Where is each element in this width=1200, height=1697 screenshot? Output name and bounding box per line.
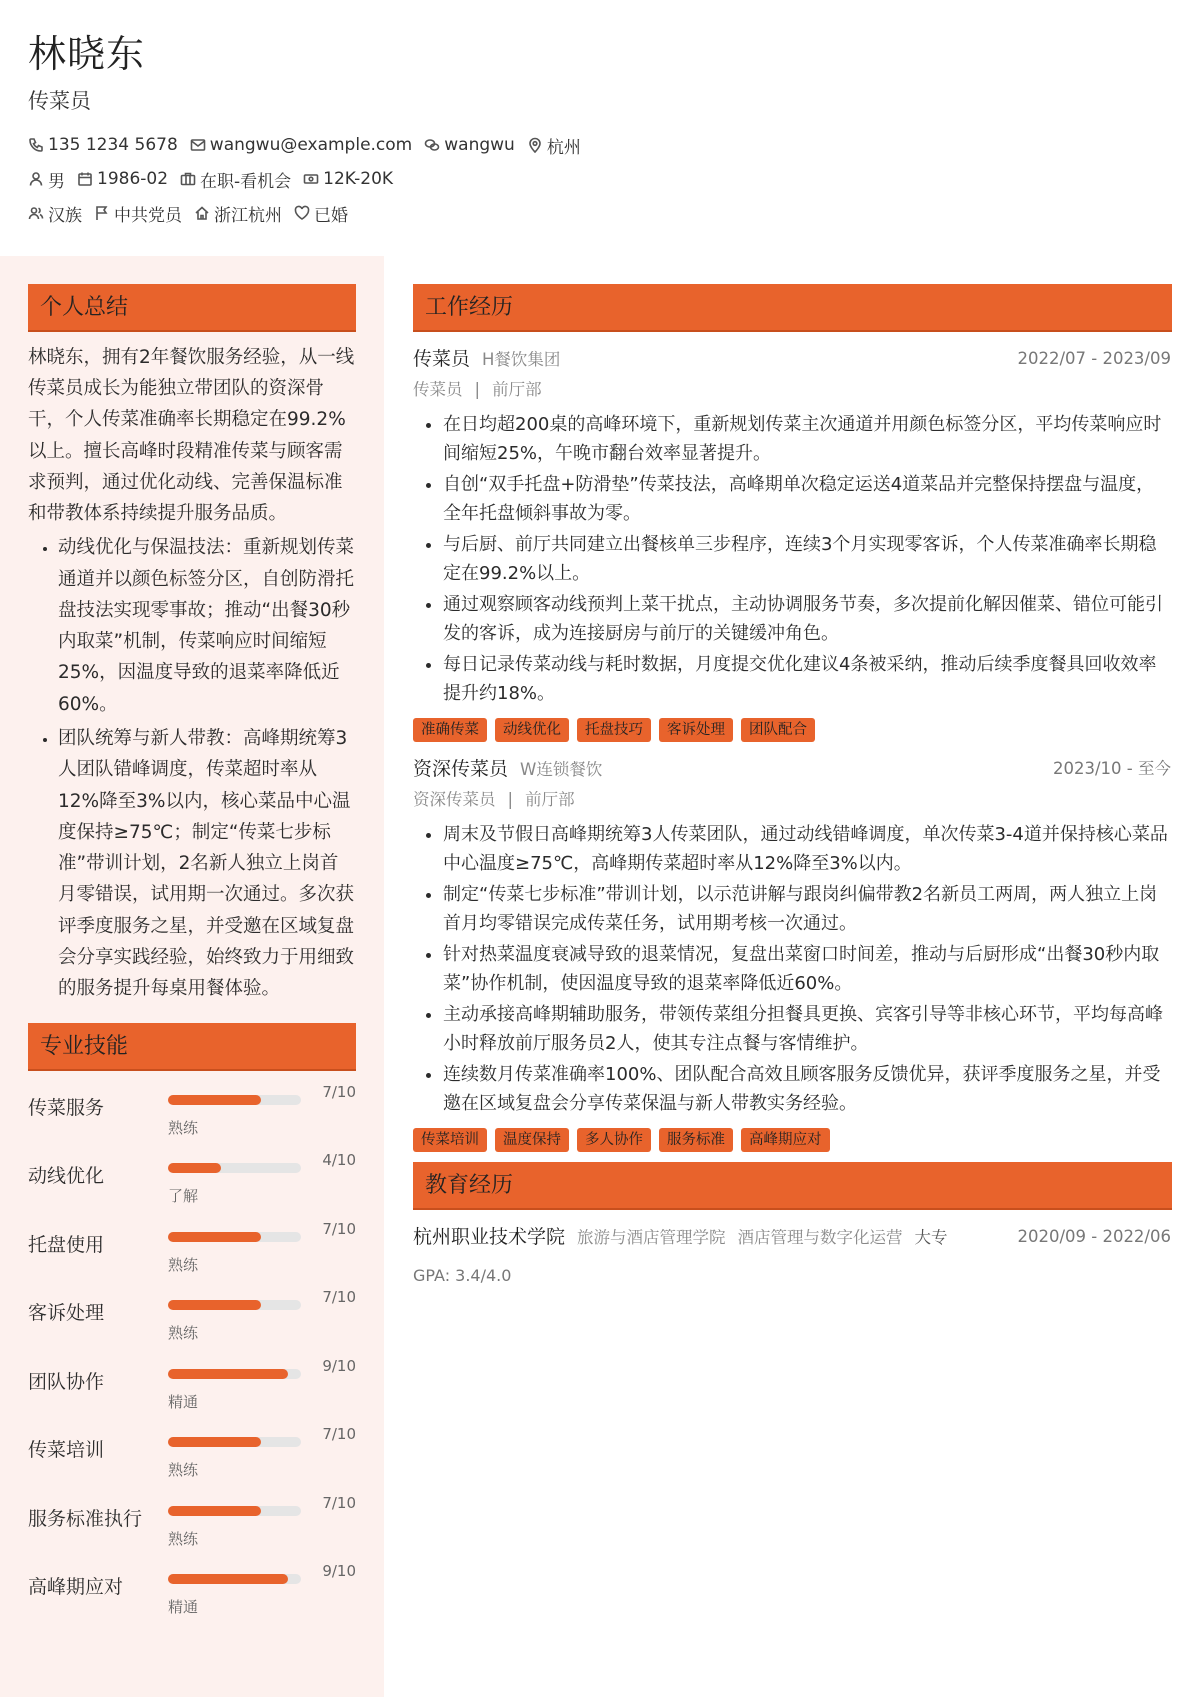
education-entry <box>413 1222 1172 1285</box>
job-separator: | <box>507 790 514 809</box>
skill-item <box>28 1220 356 1289</box>
job-bullet: • 与后厨、前厅共同建立出餐核单三步程序，连续3个月实现零客诉，个人传菜准确率长期稳定在99.2%以上。 <box>443 530 1172 588</box>
job-date: 2023/10 - 至今 <box>1053 759 1171 778</box>
user-icon <box>28 171 44 187</box>
job-subline <box>413 374 1172 406</box>
skill-bar <box>168 1163 301 1173</box>
degree: 大专 <box>914 1228 948 1247</box>
candidate-name: 林晓东 <box>28 32 146 76</box>
marital-text: 已婚 <box>314 205 348 226</box>
personal-row <box>28 162 1172 196</box>
status-item <box>180 167 291 192</box>
job-bullet: • 每日记录传菜动线与耗时数据，月度提交优化建议4条被采纳，推动后续季度餐具回收效率提升约18%。 <box>443 650 1172 708</box>
job-entry <box>413 344 1172 742</box>
skill-name: 服务标准执行 <box>28 1507 143 1530</box>
skill-bar-fill <box>168 1437 261 1447</box>
users-icon <box>28 205 44 221</box>
skill-bar <box>168 1437 301 1447</box>
skill-score: 9/10 <box>322 1356 356 1375</box>
summary-points <box>28 532 356 1004</box>
phone-text: 135 1234 5678 <box>48 135 178 155</box>
ethnicity-text: 汉族 <box>48 205 82 226</box>
skill-level: 精通 <box>168 1392 199 1411</box>
mail-icon <box>190 137 206 153</box>
marital-item <box>294 201 348 226</box>
skill-name: 传菜培训 <box>28 1439 105 1462</box>
job-bullet: • 连续数月传菜准确率100%、团队配合高效且顾客服务反馈优异，获评季度服务之星，并受邀在区域复盘会分享传菜保温与新人带教实务经验。 <box>443 1060 1172 1118</box>
phone-icon <box>28 137 44 153</box>
job-bullet: • 自创“双手托盘+防滑垫”传菜技法，高峰期单次稳定运送4道菜品并完整保持摆盘与温度，全年托盘倾斜事故为零。 <box>443 470 1172 528</box>
job-bullet: • 制定“传菜七步标准”带训计划，以示范讲解与跟岗纠偏带教2名新员工两周，两人独立上岗首月均零错误完成传菜任务，试用期考核一次通过。 <box>443 880 1172 938</box>
status-text: 在职-看机会 <box>200 171 292 192</box>
phone-item <box>28 135 178 155</box>
education-heading: 教育经历 <box>413 1162 1172 1210</box>
skill-item <box>28 1425 356 1494</box>
skill-tag: 传菜培训 <box>413 1128 487 1152</box>
calendar-icon <box>77 171 93 187</box>
flag-icon <box>94 205 110 221</box>
city-text: 杭州 <box>546 137 581 158</box>
summary-section <box>28 342 356 1005</box>
major-name: 酒店管理与数字化运营 <box>737 1228 903 1247</box>
contact-row <box>28 128 1172 162</box>
skill-name: 高峰期应对 <box>28 1576 124 1599</box>
home-icon <box>194 205 210 221</box>
job-bullet: • 针对热菜温度衰减导致的退菜情况，复盘出菜窗口时间差，推动与后厨形成“出餐30秒内取菜”协作机制，使因温度导致的退菜率降低近60%。 <box>443 940 1172 998</box>
skill-tag: 高峰期应对 <box>741 1128 830 1152</box>
skills-list <box>28 1083 356 1631</box>
job-department: 前厅部 <box>525 790 575 809</box>
main-content <box>384 256 1200 1697</box>
skill-tag: 准确传菜 <box>413 718 487 742</box>
job-title: 传菜员 <box>413 348 471 370</box>
summary-point: • 动线优化与保温技法：重新规划传菜通道并以颜色标签分区，自创防滑托盘技法实现零事故；推动“出餐30秒内取菜”机制，传菜响应时间缩短25%，因温度导致的退菜率降低近60%。 <box>58 532 356 720</box>
skill-name: 传菜服务 <box>28 1096 105 1119</box>
skill-name: 托盘使用 <box>28 1233 105 1256</box>
wechat-item <box>424 135 515 155</box>
job-department: 前厅部 <box>492 380 542 399</box>
email-item <box>190 135 412 155</box>
job-title: 资深传菜员 <box>413 758 509 780</box>
work-heading: 工作经历 <box>413 284 1172 332</box>
city-item <box>527 133 581 158</box>
skill-level: 了解 <box>168 1187 199 1206</box>
skill-score: 4/10 <box>322 1151 356 1170</box>
skill-score: 9/10 <box>322 1562 356 1581</box>
skill-score: 7/10 <box>322 1288 356 1307</box>
skill-level: 熟练 <box>168 1118 199 1137</box>
skill-tag: 温度保持 <box>495 1128 569 1152</box>
skill-bar-fill <box>168 1574 288 1584</box>
resume-header <box>0 0 1200 256</box>
salary-item <box>303 169 393 189</box>
skill-score: 7/10 <box>322 1425 356 1444</box>
wechat-text: wangwu <box>444 135 515 155</box>
skill-bar-fill <box>168 1300 261 1310</box>
summary-intro: 林晓东，拥有2年餐饮服务经验，从一线传菜员成长为能独立带团队的资深骨干，个人传菜准确率长期稳定在99.2%以上。擅长高峰时段精准传菜与顾客需求预判，通过优化动线、完善保温标准和带教体系持续提升服务品质。 <box>28 347 355 525</box>
gpa: GPA: 3.4/4.0 <box>413 1266 512 1285</box>
job-header <box>413 344 1172 374</box>
candidate-title: 传菜员 <box>28 89 91 113</box>
heart-icon <box>294 205 310 221</box>
salary-text: 12K-20K <box>323 169 394 189</box>
skill-bar <box>168 1574 301 1584</box>
politics-text: 中共党员 <box>114 205 182 226</box>
summary-point: • 团队统筹与新人带教：高峰期统筹3人团队错峰调度，传菜超时率从12%降至3%以内，核心菜品中心温度保持≥75℃；制定“传菜七步标准”带训计划，2名新人独立上岗首月零错误，试用期一次通过。多次获评季度服务之星，并受邀在区域复盘会分享实践经验，始终致力于用细致的服务提升每桌用餐体验。 <box>58 723 356 1005</box>
skill-tag: 托盘技巧 <box>577 718 651 742</box>
skill-tag: 服务标准 <box>659 1128 733 1152</box>
job-tags <box>413 1128 1172 1152</box>
job-bullets <box>413 410 1172 708</box>
job-date: 2022/07 - 2023/09 <box>1017 349 1171 368</box>
politics-item <box>94 201 182 226</box>
skill-bar-fill <box>168 1506 261 1516</box>
skill-tag: 客诉处理 <box>659 718 733 742</box>
hometown-text: 浙江杭州 <box>214 205 282 226</box>
skill-level: 熟练 <box>168 1324 199 1343</box>
skill-bar <box>168 1095 301 1105</box>
job-bullet: • 在日均超200桌的高峰环境下，重新规划传菜主次通道并用颜色标签分区，平均传菜响应时间缩短25%，午晚市翻台效率显著提升。 <box>443 410 1172 468</box>
skill-level: 熟练 <box>168 1461 199 1480</box>
skill-bar-fill <box>168 1095 261 1105</box>
skill-bar <box>168 1232 301 1242</box>
skill-level: 熟练 <box>168 1529 199 1548</box>
skill-name: 客诉处理 <box>28 1302 105 1325</box>
money-icon <box>303 171 319 187</box>
hometown-item <box>194 201 282 226</box>
job-position: 传菜员 <box>413 380 463 399</box>
skill-item <box>28 1357 356 1426</box>
summary-heading: 个人总结 <box>28 284 356 332</box>
skill-item <box>28 1494 356 1563</box>
skill-tag: 动线优化 <box>495 718 569 742</box>
wechat-icon <box>424 137 440 153</box>
birth-item <box>77 169 168 189</box>
job-position: 资深传菜员 <box>413 790 496 809</box>
skill-item <box>28 1562 356 1631</box>
skill-bar <box>168 1300 301 1310</box>
briefcase-icon <box>180 171 196 187</box>
birth-text: 1986-02 <box>97 169 169 189</box>
skill-bar <box>168 1369 301 1379</box>
job-bullets <box>413 820 1172 1118</box>
gender-item <box>28 167 65 192</box>
skill-score: 7/10 <box>322 1493 356 1512</box>
skill-name: 动线优化 <box>28 1165 105 1188</box>
location-pin-icon <box>527 137 543 153</box>
skill-item <box>28 1083 356 1152</box>
job-bullet: • 主动承接高峰期辅助服务，带领传菜组分担餐具更换、宾客引导等非核心环节，平均每高峰小时释放前厅服务员2人，使其专注点餐与客情维护。 <box>443 1000 1172 1058</box>
skill-bar <box>168 1506 301 1516</box>
skill-tag: 团队配合 <box>741 718 815 742</box>
skill-name: 团队协作 <box>28 1370 105 1393</box>
job-header <box>413 754 1172 784</box>
skills-heading: 专业技能 <box>28 1023 356 1071</box>
sidebar <box>0 256 384 1697</box>
background-row <box>28 196 1172 230</box>
skill-item <box>28 1151 356 1220</box>
job-tags <box>413 718 1172 742</box>
job-entry <box>413 754 1172 1152</box>
skill-bar-fill <box>168 1163 221 1173</box>
job-subline <box>413 784 1172 816</box>
skill-bar-fill <box>168 1369 288 1379</box>
job-company: W连锁餐饮 <box>520 760 603 779</box>
skill-tag: 多人协作 <box>577 1128 651 1152</box>
skill-bar-fill <box>168 1232 261 1242</box>
skill-level: 精通 <box>168 1598 199 1617</box>
job-bullet: • 周末及节假日高峰期统筹3人传菜团队，通过动线错峰调度，单次传菜3-4道并保持核心菜品中心温度≥75℃，高峰期传菜超时率从12%降至3%以内。 <box>443 820 1172 878</box>
job-separator: | <box>474 380 481 399</box>
job-bullet: • 通过观察顾客动线预判上菜干扰点，主动协调服务节奏，多次提前化解因催菜、错位可能引发的客诉，成为连接厨房与前厅的关键缓冲角色。 <box>443 590 1172 648</box>
school-name: 杭州职业技术学院 <box>413 1226 566 1248</box>
skill-item <box>28 1288 356 1357</box>
job-company: H餐饮集团 <box>482 350 561 369</box>
skill-score: 7/10 <box>322 1082 356 1101</box>
education-date: 2020/09 - 2022/06 <box>1017 1227 1171 1246</box>
college-name: 旅游与酒店管理学院 <box>577 1228 726 1247</box>
ethnicity-item <box>28 201 82 226</box>
email-text: wangwu@example.com <box>209 135 413 155</box>
gender-text: 男 <box>48 171 65 192</box>
skill-level: 熟练 <box>168 1255 199 1274</box>
skill-score: 7/10 <box>322 1219 356 1238</box>
